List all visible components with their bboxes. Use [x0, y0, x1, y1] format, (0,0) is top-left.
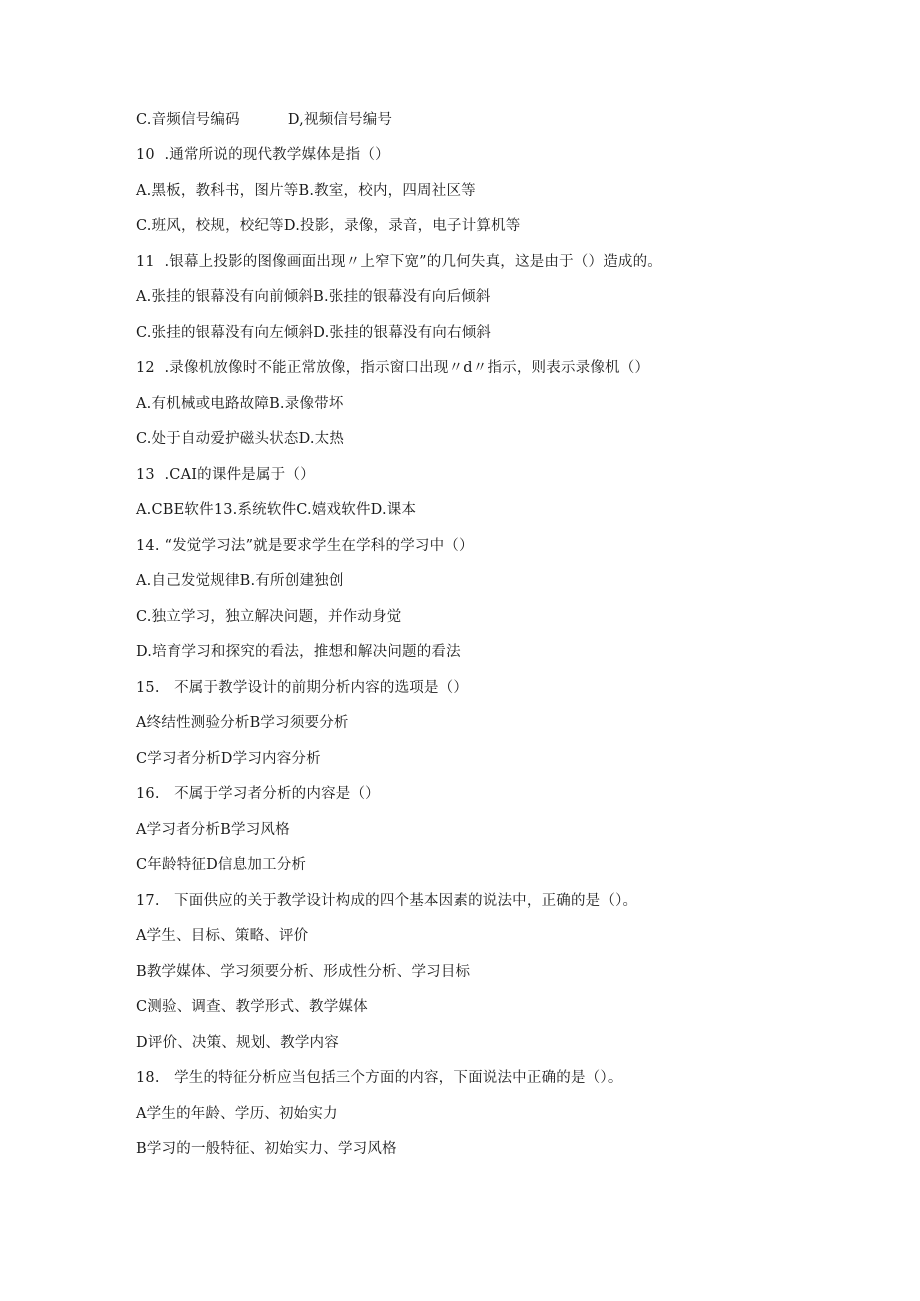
question-11: 11 .银幕上投影的图像画面出现〃上窄下宽”的几何失真，这是由于（）造成的。	[136, 254, 662, 270]
question-12: 12 .录像机放像时不能正常放像，指示窗口出现〃d〃指示，则表示录像机（）	[136, 360, 650, 376]
text-line: C年龄特征D信息加工分析	[136, 857, 307, 873]
question-17: 17. 下面供应的关于教学设计构成的四个基本因素的说法中，正确的是（）。	[136, 893, 638, 909]
question-10: 10 .通常所说的现代教学媒体是指（）	[136, 147, 390, 163]
text-line: C.班风，校规，校纪等D.投影，录像，录音，电子计算机等	[136, 218, 521, 234]
text-line: C.张挂的银幕没有向左倾斜D.张挂的银幕没有向右倾斜	[136, 325, 492, 341]
text-line: A.张挂的银幕没有向前倾斜B.张挂的银幕没有向后倾斜	[136, 289, 491, 305]
text-line: C.独立学习，独立解决问题，并作动身觉	[136, 609, 402, 625]
text-line: B教学媒体、学习须要分析、形成性分析、学习目标	[136, 964, 471, 980]
text-line: C.处于自动爱护磁头状态D.太热	[136, 431, 345, 447]
text-line: A学生、目标、策略、评价	[136, 928, 309, 944]
text-line: D评价、决策、规划、教学内容	[136, 1035, 339, 1051]
text-line: A.CBE软件13.系统软件C.嬉戏软件D.课本	[136, 502, 417, 518]
text-line: B学习的一般特征、初始实力、学习风格	[136, 1141, 397, 1157]
text-line: C.音频信号编码 D,视频信号编号	[136, 112, 393, 128]
question-18: 18. 学生的特征分析应当包括三个方面的内容，下面说法中正确的是（）。	[136, 1070, 623, 1086]
text-line: A.黑板，教科书，图片等B.教室，校内，四周社区等	[136, 183, 476, 199]
text-line: A学生的年龄、学历、初始实力	[136, 1106, 338, 1122]
question-15: 15. 不属于教学设计的前期分析内容的选项是（）	[136, 680, 469, 696]
question-14: 14. “发觉学习法”就是要求学生在学科的学习中（）	[136, 538, 474, 554]
text-line: A学习者分析B学习风格	[136, 822, 290, 838]
text-line: A.自己发觉规律B.有所创建独创	[136, 573, 344, 589]
text-line: C测验、调查、教学形式、教学媒体	[136, 999, 368, 1015]
text-line: D.培育学习和探究的看法，推想和解决问题的看法	[136, 644, 461, 660]
text-line: A.有机械或电路故障B.录像带坏	[136, 396, 344, 412]
question-16: 16. 不属于学习者分析的内容是（）	[136, 786, 380, 802]
text-line: C学习者分析D学习内容分析	[136, 751, 321, 767]
text-line: A终结性测验分析B学习须要分析	[136, 715, 349, 731]
question-13: 13 .CAI的课件是属于（）	[136, 467, 315, 483]
